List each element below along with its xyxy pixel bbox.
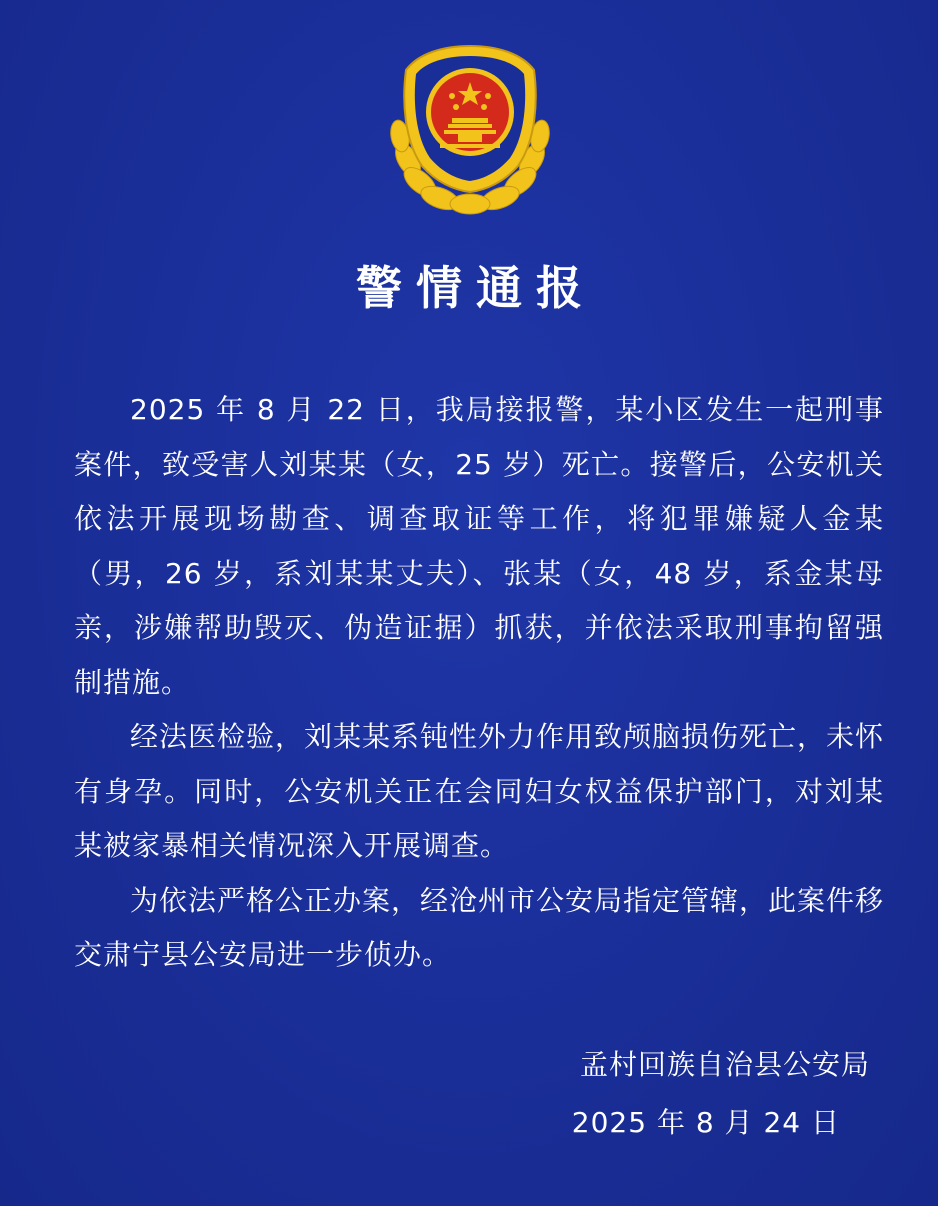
paragraph-incident: 2025 年 8 月 22 日，我局接报警，某小区发生一起刑事案件，致受害人刘某某（女，25 岁）死亡。接警后，公安机关依法开展现场勘查、调查取证等工作，将犯罪嫌疑人金某（男，26 岁，系刘某某丈夫）、张某（女，48 岁，系金某母亲，涉嫌帮助毁灭、伪造证据）抓获，并依法采取刑事拘留强制措施。 bbox=[74, 393, 884, 699]
paragraph-forensics: 经法医检验，刘某某系钝性外力作用致颅脑损伤死亡，未怀有身孕。同时，公安机关正在会同妇女权益保护部门，对刘某某被家暴相关情况深入开展调查。 bbox=[74, 720, 885, 862]
signature-block bbox=[470, 1036, 870, 1152]
issuer-name: 孟村回族自治县公安局 bbox=[579, 1048, 870, 1081]
notice-body bbox=[74, 383, 884, 983]
notice-title: 警情通报 bbox=[356, 261, 596, 315]
police-emblem-icon bbox=[386, 40, 554, 218]
issue-date: 2025 年 8 月 24 日 bbox=[571, 1106, 840, 1139]
paragraph-jurisdiction: 为依法严格公正办案，经沧州市公安局指定管辖，此案件移交肃宁县公安局进一步侦办。 bbox=[74, 883, 885, 971]
